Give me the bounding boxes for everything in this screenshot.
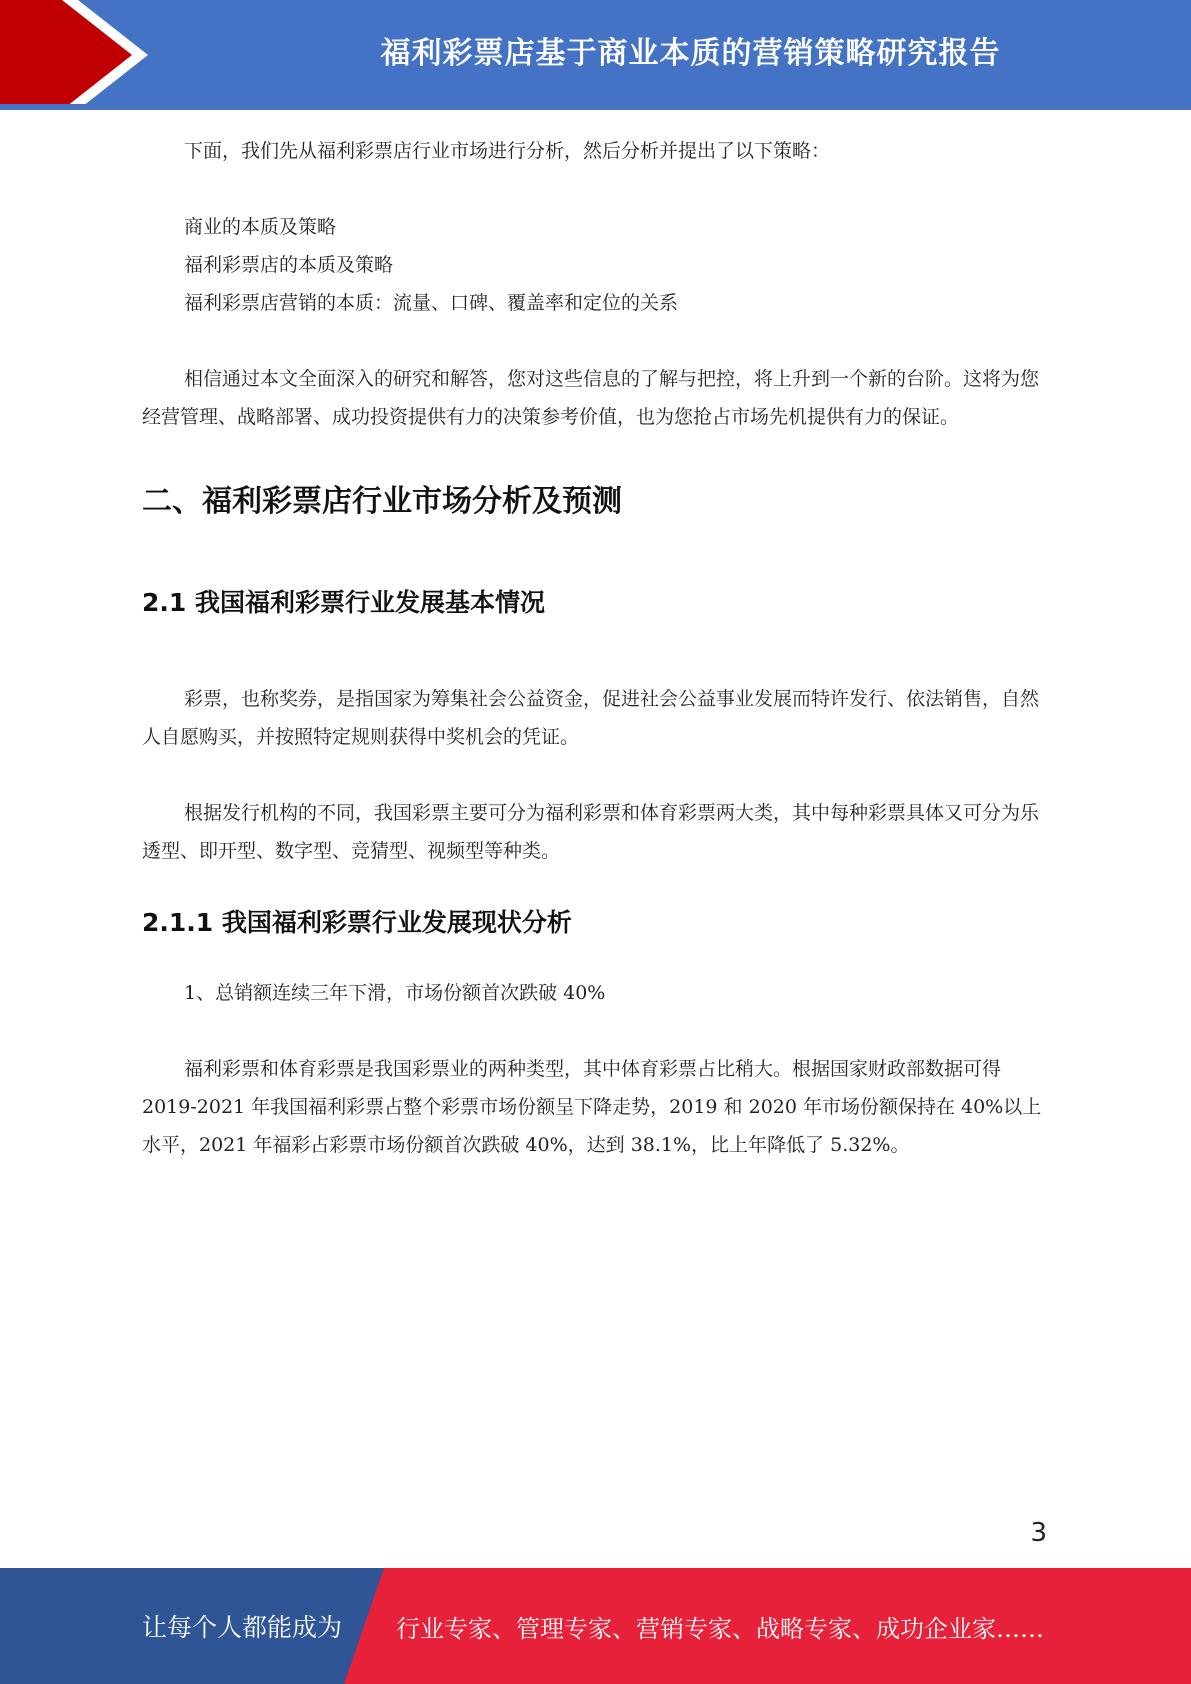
page-content xyxy=(142,132,1047,1164)
footer-slogan-left: 让每个人都能成为 xyxy=(142,1613,343,1642)
section-heading: 二、福利彩票店行业市场分析及预测 xyxy=(142,484,622,519)
intro-paragraph: 下面，我们先从福利彩票店行业市场进行分析，然后分析并提出了以下策略： xyxy=(184,140,831,162)
market-share-paragraph: 福利彩票和体育彩票是我国彩票业的两种类型，其中体育彩票占比稍大。根据国家财政部数据可得 2019-2021 年我国福利彩票占整个彩票市场份额呈下降走势，2019 和 2020 年市场份额保持在 40%以上水平，2021 年福彩占彩票市场份额首次跌破 40%，达到 38.1%，比上年降低了 5.32%。 xyxy=(142,1058,1042,1156)
page-header xyxy=(0,0,1191,110)
strategy-item: 福利彩票店的本质及策略 xyxy=(184,254,394,276)
subsection-heading: 2.1 我国福利彩票行业发展基本情况 xyxy=(142,588,545,617)
page-number: 3 xyxy=(1030,1518,1047,1548)
lottery-definition-paragraph: 彩票，也称奖券，是指国家为筹集社会公益资金，促进社会公益事业发展而特许发行、依法销售，自然人自愿购买，并按照特定规则获得中奖机会的凭证。 xyxy=(142,688,1040,748)
point-heading: 1、总销额连续三年下滑，市场份额首次跌破 40% xyxy=(184,982,606,1004)
subsubsection-heading: 2.1.1 我国福利彩票行业发展现状分析 xyxy=(142,908,572,937)
document-title: 福利彩票店基于商业本质的营销策略研究报告 xyxy=(380,36,1001,71)
page-footer xyxy=(0,1568,1191,1684)
footer-slogan-right: 行业专家、管理专家、营销专家、战略专家、成功企业家…… xyxy=(396,1614,1044,1643)
closing-paragraph: 相信通过本文全面深入的研究和解答，您对这些信息的了解与把控，将上升到一个新的台阶。这将为您经营管理、战略部署、成功投资提供有力的决策参考价值，也为您抢占市场先机提供有力的保证。 xyxy=(142,368,1040,428)
strategy-item: 福利彩票店营销的本质：流量、口碑、覆盖率和定位的关系 xyxy=(184,292,679,314)
strategy-item: 商业的本质及策略 xyxy=(184,216,337,238)
lottery-categories-paragraph: 根据发行机构的不同，我国彩票主要可分为福利彩票和体育彩票两大类，其中每种彩票具体又可分为乐透型、即开型、数字型、竞猜型、视频型等种类。 xyxy=(142,802,1040,862)
